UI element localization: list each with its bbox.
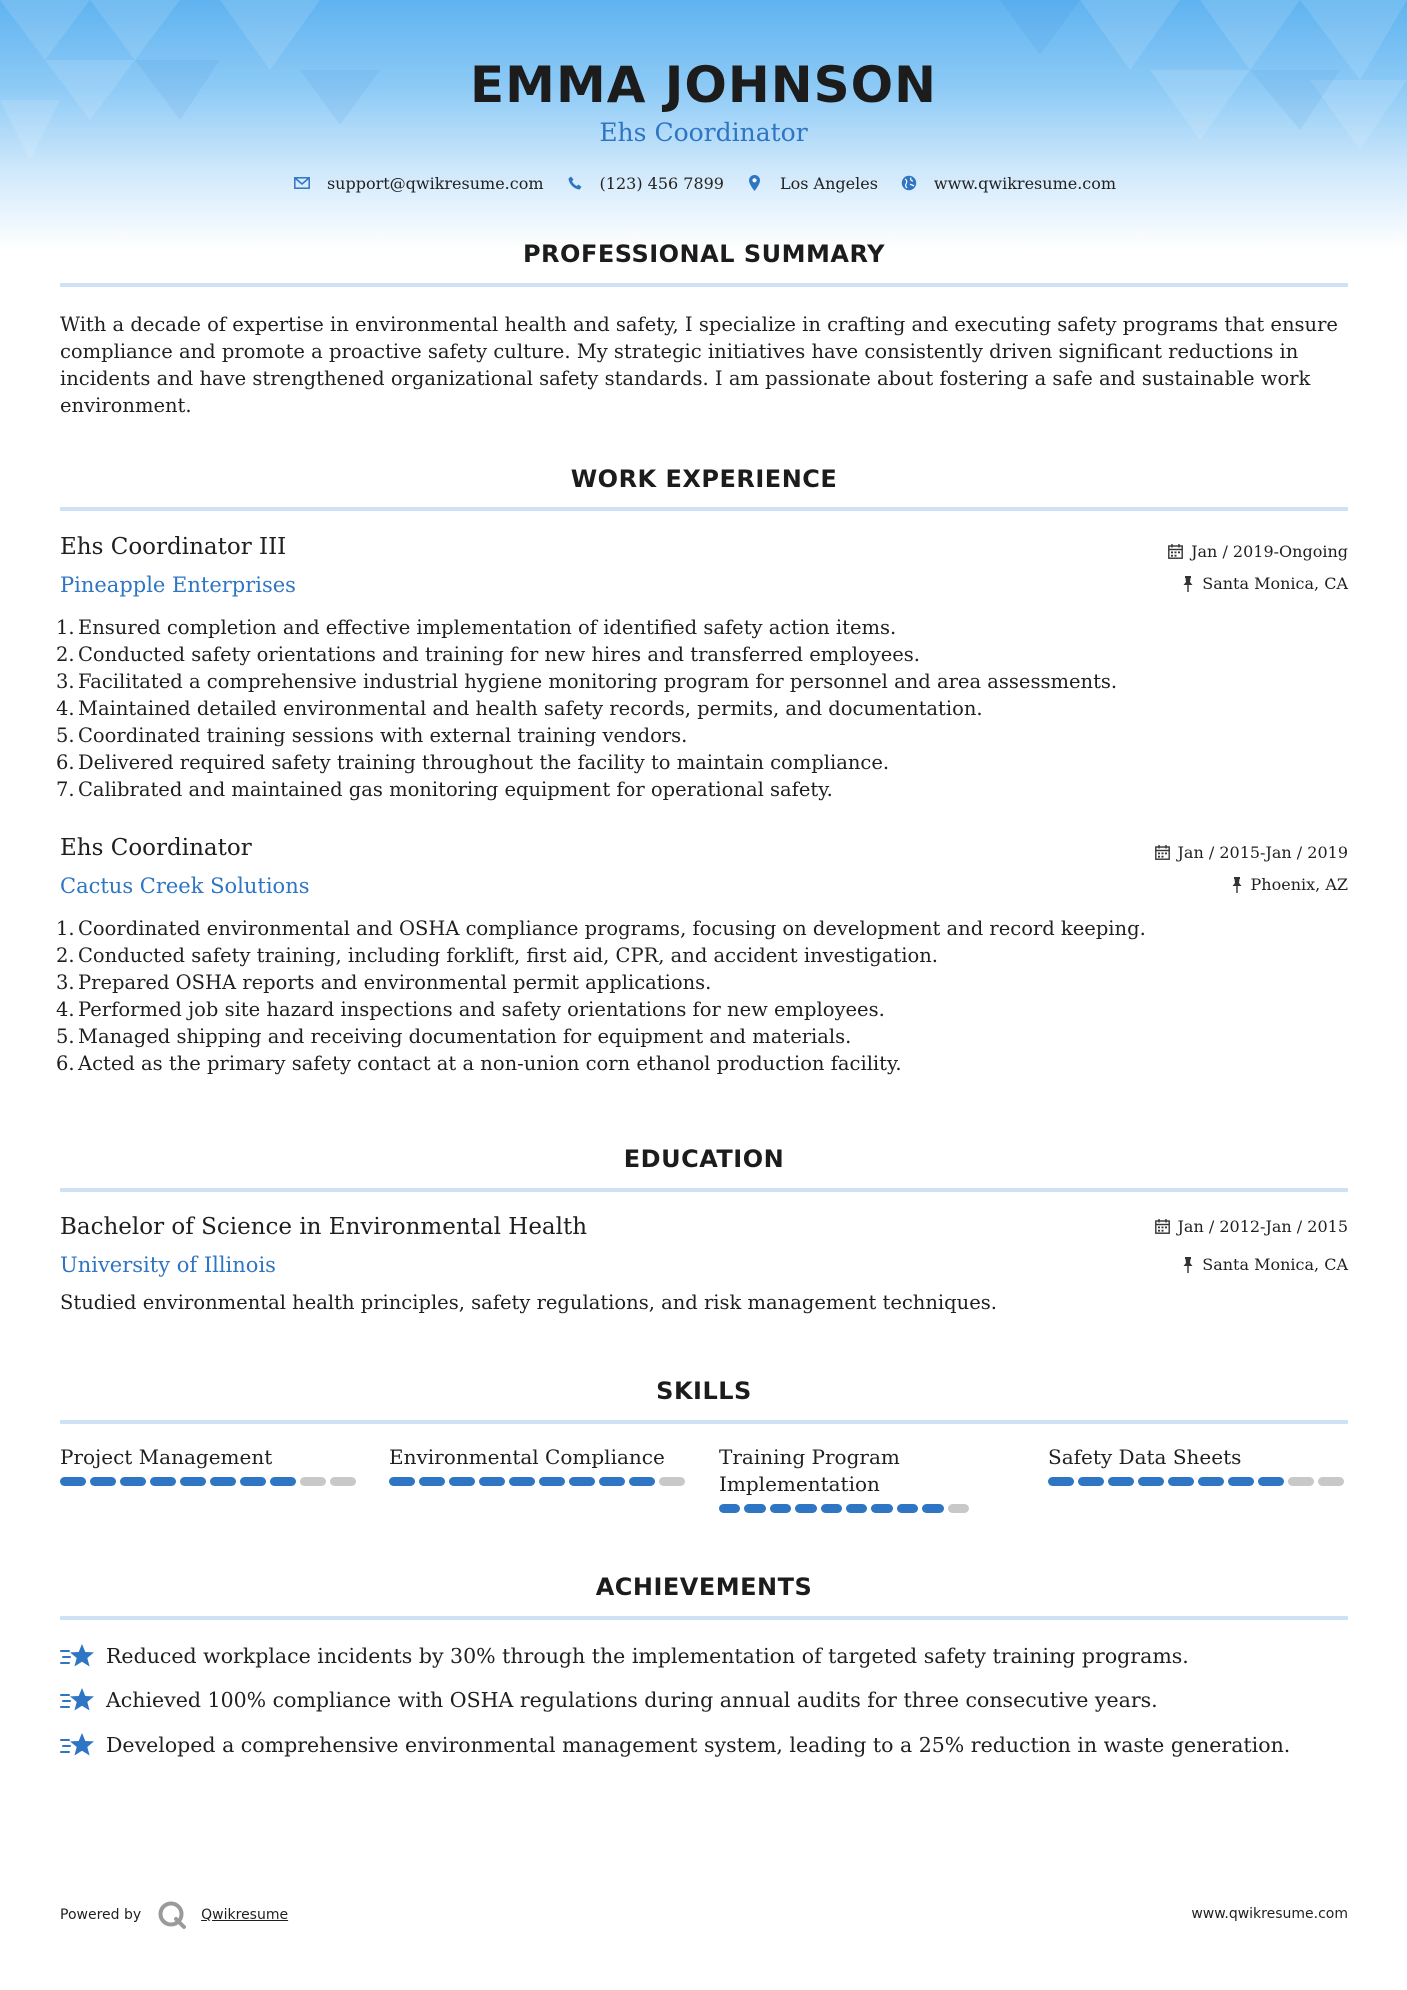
pin-icon xyxy=(1182,576,1194,592)
education-location xyxy=(1182,1255,1348,1274)
list-item: 3. Facilitated a comprehensive industrial hygiene monitoring program for personnel and area assessments. xyxy=(56,670,1118,693)
list-item: 6. Delivered required safety training throughout the facility to maintain compliance. xyxy=(56,751,890,774)
list-item: 3. Prepared OSHA reports and environmental permit applications. xyxy=(56,971,712,994)
skill-dot-filled xyxy=(389,1477,415,1486)
contact-phone[interactable] xyxy=(564,172,724,194)
achievements-divider xyxy=(60,1616,1348,1620)
skill-dot-filled xyxy=(479,1477,505,1486)
skill-level-bar xyxy=(1048,1477,1348,1486)
skill-dot-filled xyxy=(1138,1477,1164,1486)
skill-name: Project Management xyxy=(60,1445,273,1469)
skill-dot-empty xyxy=(659,1477,685,1486)
achievement-item xyxy=(60,1643,1189,1669)
skill-dot-filled xyxy=(871,1504,892,1513)
skill-dot-filled xyxy=(270,1477,296,1486)
skill-dot-filled xyxy=(1168,1477,1194,1486)
skill-dot-filled xyxy=(1258,1477,1284,1486)
skill-name: Safety Data Sheets xyxy=(1048,1445,1242,1469)
envelope-icon xyxy=(291,172,313,194)
skill-dot-filled xyxy=(846,1504,867,1513)
education-dates-text: Jan / 2012-Jan / 2015 xyxy=(1177,1217,1348,1236)
star-icon xyxy=(60,1732,96,1758)
skill-dot-filled xyxy=(922,1504,943,1513)
star-icon xyxy=(60,1687,96,1713)
experience-divider xyxy=(60,507,1348,511)
company-name: Pineapple Enterprises xyxy=(60,573,296,597)
skill-level-bar xyxy=(719,1504,969,1513)
achievement-text: Achieved 100% compliance with OSHA regulations during annual audits for three consecutive years. xyxy=(106,1688,1158,1712)
skill-dot-filled xyxy=(1228,1477,1254,1486)
summary-divider xyxy=(60,283,1348,287)
email-text: support@qwikresume.com xyxy=(326,173,544,193)
job-dates-text: Jan / 2019-Ongoing xyxy=(1191,542,1348,561)
achievements-heading: ACHIEVEMENTS xyxy=(595,1573,813,1601)
education-heading: EDUCATION xyxy=(623,1145,785,1173)
skill-dot-empty xyxy=(330,1477,356,1486)
map-marker-icon xyxy=(744,172,766,194)
skill-dot-filled xyxy=(1048,1477,1074,1486)
footer-website[interactable]: www.qwikresume.com xyxy=(1191,1906,1348,1922)
education-location-text: Santa Monica, CA xyxy=(1202,1255,1348,1274)
school-name: University of Illinois xyxy=(60,1253,276,1277)
skill-dot-filled xyxy=(60,1477,86,1486)
job-dates-text: Jan / 2015-Jan / 2019 xyxy=(1177,843,1348,862)
skill-dot-filled xyxy=(599,1477,625,1486)
skill-name: Environmental Compliance xyxy=(389,1445,665,1469)
list-item: 2. Conducted safety orientations and training for new hires and transferred employees. xyxy=(56,643,920,666)
location-text: Los Angeles xyxy=(779,173,878,193)
skill-dot-filled xyxy=(897,1504,918,1513)
experience-heading: WORK EXPERIENCE xyxy=(570,465,838,493)
contact-email[interactable] xyxy=(291,172,544,194)
powered-by-label: Powered by xyxy=(60,1907,142,1923)
skills-heading: SKILLS xyxy=(656,1377,752,1405)
skill-dot-filled xyxy=(180,1477,206,1486)
job-title: Ehs Coordinator III xyxy=(60,534,287,560)
achievement-text: Developed a comprehensive environmental management system, leading to a 25% reduction in waste generation. xyxy=(106,1733,1291,1757)
globe-icon xyxy=(898,172,920,194)
skill-dot-filled xyxy=(210,1477,236,1486)
job-location xyxy=(1231,875,1348,894)
list-item: 6. Acted as the primary safety contact at a non-union corn ethanol production facility. xyxy=(56,1052,902,1075)
skill-item xyxy=(1048,1444,1348,1486)
calendar-icon xyxy=(1155,1219,1170,1234)
skill-dot-filled xyxy=(1198,1477,1224,1486)
skill-dot-filled xyxy=(90,1477,116,1486)
skill-dot-filled xyxy=(449,1477,475,1486)
skill-dot-filled xyxy=(744,1504,765,1513)
candidate-name: EMMA JOHNSON xyxy=(470,56,937,114)
skill-dot-filled xyxy=(569,1477,595,1486)
job-duties-list xyxy=(0,915,1146,1077)
skill-item xyxy=(60,1444,360,1486)
calendar-icon xyxy=(1155,845,1170,860)
degree-title: Bachelor of Science in Environmental Health xyxy=(60,1214,588,1240)
list-item: 1. Ensured completion and effective implementation of identified safety action items. xyxy=(56,616,897,639)
skill-dot-filled xyxy=(770,1504,791,1513)
skill-dot-filled xyxy=(120,1477,146,1486)
job-location-text: Santa Monica, CA xyxy=(1202,574,1348,593)
skill-dot-filled xyxy=(795,1504,816,1513)
qwikresume-logo-icon xyxy=(157,1900,187,1930)
education-description: Studied environmental health principles, safety regulations, and risk management techniques. xyxy=(60,1291,997,1314)
skill-dot-empty xyxy=(1318,1477,1344,1486)
job-dates xyxy=(1168,542,1348,561)
footer-powered-by xyxy=(60,1900,288,1930)
list-item: 1. Coordinated environmental and OSHA compliance programs, focusing on development and record keeping. xyxy=(56,917,1146,940)
skill-dot-filled xyxy=(150,1477,176,1486)
calendar-icon xyxy=(1168,544,1183,559)
skill-dot-filled xyxy=(539,1477,565,1486)
star-icon xyxy=(60,1643,96,1669)
skill-dot-filled xyxy=(719,1504,740,1513)
skill-level-bar xyxy=(60,1477,360,1486)
skill-dot-filled xyxy=(629,1477,655,1486)
skill-dot-filled xyxy=(419,1477,445,1486)
skills-divider xyxy=(60,1420,1348,1424)
phone-icon xyxy=(564,172,586,194)
skill-item xyxy=(389,1444,689,1486)
pin-icon xyxy=(1182,1257,1194,1273)
website-text: www.qwikresume.com xyxy=(933,173,1117,193)
summary-text: With a decade of expertise in environmental health and safety, I specialize in crafting and executing safety programs that ensure compliance and promote a proactive safety culture. My strategic initiatives have consistently driven significant reductions in incidents and have strengthened organizational safety standards. I am passionate about fostering a safe and sustainable work environment. xyxy=(60,313,1338,417)
company-name: Cactus Creek Solutions xyxy=(60,874,310,898)
achievement-item xyxy=(60,1687,1158,1713)
skill-dot-filled xyxy=(1108,1477,1134,1486)
list-item: 4. Maintained detailed environmental and health safety records, permits, and documentation. xyxy=(56,697,983,720)
skill-dot-empty xyxy=(1288,1477,1314,1486)
achievement-text: Reduced workplace incidents by 30% through the implementation of targeted safety training programs. xyxy=(106,1644,1189,1668)
job-title: Ehs Coordinator xyxy=(60,835,252,861)
list-item: 5. Managed shipping and receiving documentation for equipment and materials. xyxy=(56,1025,852,1048)
phone-text: (123) 456 7899 xyxy=(599,173,724,193)
job-location-text: Phoenix, AZ xyxy=(1250,875,1348,894)
pin-icon xyxy=(1231,877,1243,893)
skill-dot-empty xyxy=(300,1477,326,1486)
list-item: 7. Calibrated and maintained gas monitoring equipment for operational safety. xyxy=(56,778,833,801)
list-item: 5. Coordinated training sessions with external training vendors. xyxy=(56,724,688,747)
list-item: 4. Performed job site hazard inspections and safety orientations for new employees. xyxy=(56,998,885,1021)
job-location xyxy=(1182,574,1348,593)
contact-location xyxy=(744,172,878,194)
candidate-role: Ehs Coordinator xyxy=(599,118,808,147)
education-dates xyxy=(1155,1217,1348,1236)
brand-link[interactable]: Qwikresume xyxy=(201,1907,289,1923)
achievement-item xyxy=(60,1732,1290,1758)
skill-item xyxy=(719,1444,969,1513)
skill-dot-filled xyxy=(821,1504,842,1513)
job-dates xyxy=(1155,843,1348,862)
skill-level-bar xyxy=(389,1477,689,1486)
skill-dot-filled xyxy=(1078,1477,1104,1486)
skill-dot-filled xyxy=(509,1477,535,1486)
job-duties-list xyxy=(0,614,1117,803)
skill-dot-filled xyxy=(240,1477,266,1486)
contact-bar xyxy=(0,172,1407,194)
list-item: 2. Conducted safety training, including forklift, first aid, CPR, and accident investigation. xyxy=(56,944,938,967)
summary-heading: PROFESSIONAL SUMMARY xyxy=(522,240,886,268)
contact-website[interactable] xyxy=(898,172,1116,194)
skill-dot-empty xyxy=(948,1504,969,1513)
education-divider xyxy=(60,1188,1348,1192)
skill-name: Training Program Implementation xyxy=(719,1445,900,1496)
